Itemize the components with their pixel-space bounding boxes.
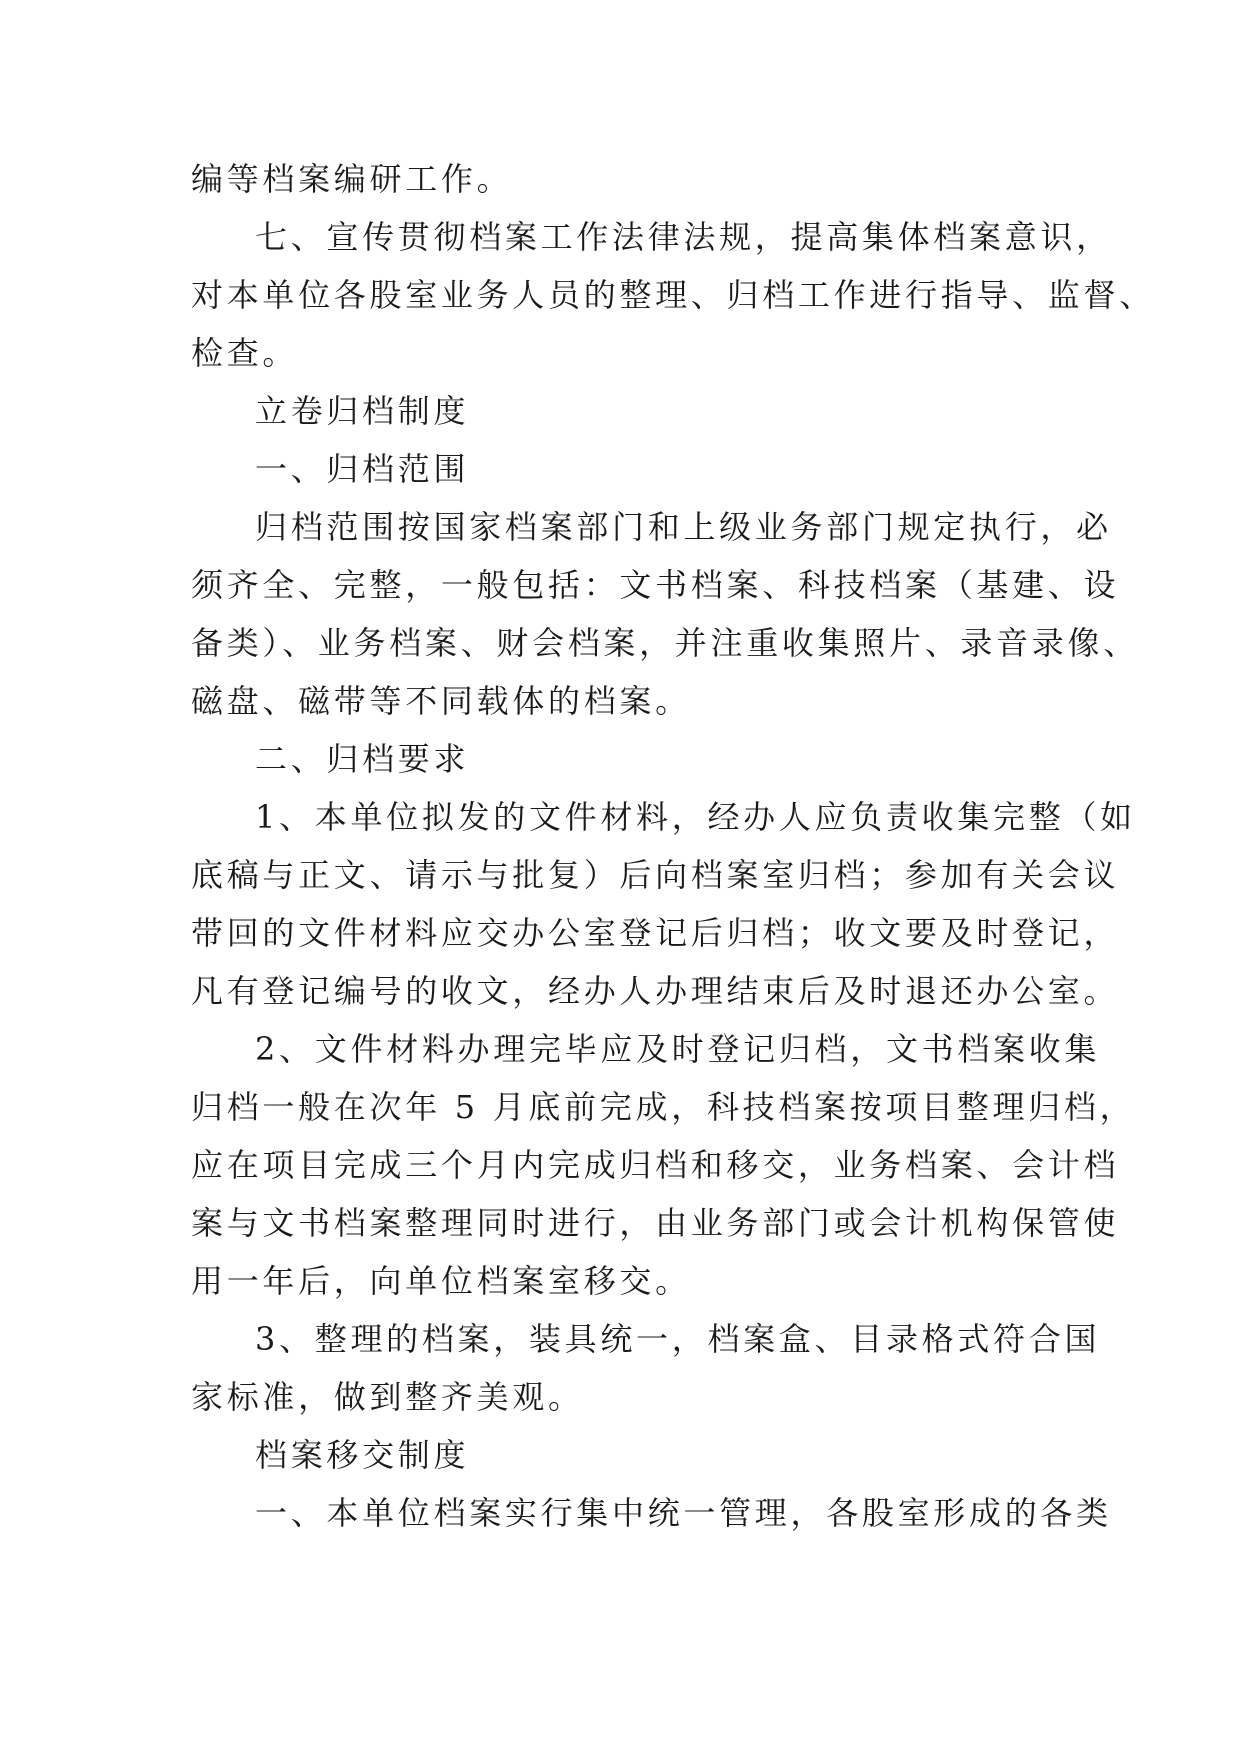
section-heading: 立卷归档制度 <box>255 392 470 430</box>
text-line: 案与文书档案整理同时进行，由业务部门或会计机构保管使 <box>191 1204 1120 1242</box>
text-line: 应在项目完成三个月内完成归档和移交，业务档案、会计档 <box>191 1146 1120 1184</box>
text-line: 1、本单位拟发的文件材料，经办人应负责收集完整（如 <box>255 798 1136 836</box>
text-line: 检查。 <box>191 334 299 372</box>
section-heading: 档案移交制度 <box>255 1436 470 1474</box>
text-line: 凡有登记编号的收文，经办人办理结束后及时退还办公室。 <box>191 972 1120 1010</box>
text-line: 2、文件材料办理完毕应及时登记归档，文书档案收集 <box>255 1030 1101 1068</box>
text-line: 底稿与正文、请示与批复）后向档案室归档；参加有关会议 <box>191 856 1120 894</box>
document-body <box>191 150 1155 1542</box>
text-line: 家标准，做到整齐美观。 <box>191 1378 584 1416</box>
subsection-heading: 一、归档范围 <box>255 450 470 488</box>
text-line: 七、宣传贯彻档案工作法律法规，提高集体档案意识， <box>255 218 1112 256</box>
text-line: 对本单位各股室业务人员的整理、归档工作进行指导、监督、 <box>191 276 1155 314</box>
text-line: 3、整理的档案，装具统一，档案盒、目录格式符合国 <box>255 1320 1101 1358</box>
text-line: 须齐全、完整，一般包括：文书档案、科技档案（基建、设 <box>191 566 1120 604</box>
text-line: 编等档案编研工作。 <box>191 160 513 198</box>
text-line: 磁盘、磁带等不同载体的档案。 <box>191 682 691 720</box>
text-line: 归档范围按国家档案部门和上级业务部门规定执行，必 <box>255 508 1112 546</box>
text-line: 备类）、业务档案、财会档案，并注重收集照片、录音录像、 <box>191 624 1139 662</box>
text-line: 用一年后，向单位档案室移交。 <box>191 1262 691 1300</box>
text-line: 一、本单位档案实行集中统一管理，各股室形成的各类 <box>255 1494 1112 1532</box>
text-line: 带回的文件材料应交办公室登记后归档；收文要及时登记， <box>191 914 1120 952</box>
text-line: 归档一般在次年 5 月底前完成，科技档案按项目整理归档， <box>191 1088 1136 1126</box>
subsection-heading: 二、归档要求 <box>255 740 470 778</box>
